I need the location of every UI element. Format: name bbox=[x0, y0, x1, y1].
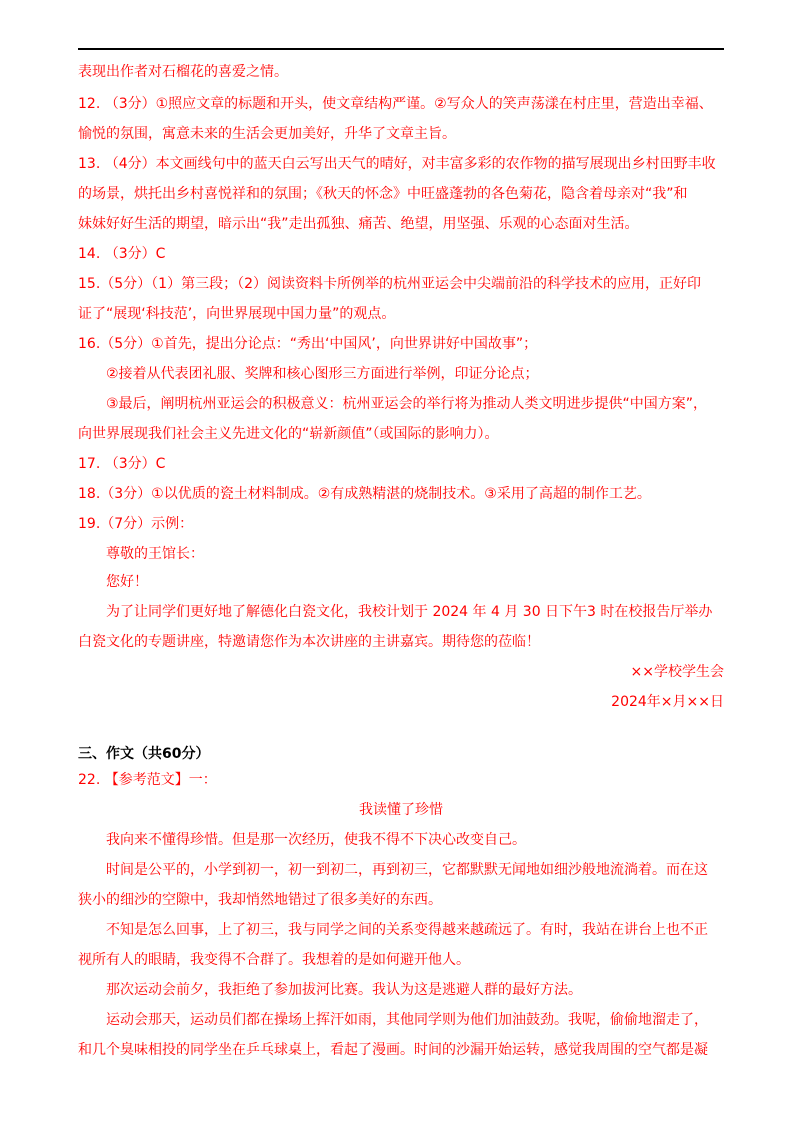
text-line: 的场景，烘托出乡村喜悦祥和的氛围；《秋天的怀念》中旺盛蓬勃的各色菊花，隐含着母亲对“我”和 bbox=[78, 186, 688, 202]
essay-paragraph: 我向来不懂得珍惜。但是那一次经历，使我不得不下决心改变自己。 bbox=[106, 832, 526, 848]
essay-paragraph: 那次运动会前夕，我拒绝了参加拔河比赛。我认为这是逃避人群的最好方法。 bbox=[106, 982, 582, 998]
answer-13: 13. （4分）本文画线句中的蓝天白云写出天气的晴好，对丰富多彩的农作物的描写展现出乡村田野丰收 bbox=[78, 156, 716, 172]
letter-body: 为了让同学们更好地了解德化白瓷文化，我校计划于 2024 年 4 月 30 日下午3 时在校报告厅举办 bbox=[106, 604, 713, 620]
header-rule bbox=[78, 48, 724, 50]
letter-date: 2024年×月××日 bbox=[611, 694, 724, 710]
essay-paragraph: 运动会那天，运动员们都在操场上挥汗如雨，其他同学则为他们加油鼓劲。我呢，偷偷地溜走了， bbox=[106, 1012, 708, 1028]
text-line: 愉悦的氛围，寓意未来的生活会更加美好，升华了文章主旨。 bbox=[78, 126, 456, 142]
text-line: 向世界展现我们社会主义先进文化的“崭新颜值”（或国际的影响力）。 bbox=[78, 426, 499, 442]
answer-17: 17. （3分）C bbox=[78, 456, 166, 472]
essay-label: 22. 【参考范文】一： bbox=[78, 772, 217, 788]
answer-14: 14. （3分）C bbox=[78, 246, 166, 262]
text-line: 表现出作者对石榴花的喜爱之情。 bbox=[78, 64, 288, 80]
essay-paragraph: 时间是公平的，小学到初一，初一到初二，再到初三，它都默默无闻地如细沙般地流淌着。而在这 bbox=[106, 862, 708, 878]
answer-16: 16.（5分）①首先，提出分论点：“秀出‘中国风’，向世界讲好中国故事”； bbox=[78, 336, 538, 352]
section-heading: 三、作文（共60分） bbox=[78, 746, 210, 762]
letter-body: 白瓷文化的专题讲座，特邀请您作为本次讲座的主讲嘉宾。期待您的莅临！ bbox=[78, 634, 540, 650]
text-line: ③最后，阐明杭州亚运会的积极意义：杭州亚运会的举行将为推动人类文明进步提供“中国方案”， bbox=[106, 396, 708, 412]
answer-12: 12. （3分）①照应文章的标题和开头，使文章结构严谨。②写众人的笑声荡漾在村庄里，营造出幸福、 bbox=[78, 96, 713, 112]
letter-salutation: 尊敬的王馆长： bbox=[106, 546, 204, 562]
essay-paragraph: 不知是怎么回事，上了初三，我与同学之间的关系变得越来越疏远了。有时，我站在讲台上也不正 bbox=[106, 922, 708, 938]
letter-greeting: 您好！ bbox=[106, 574, 148, 590]
essay-title: 我读懂了珍惜 bbox=[359, 802, 443, 818]
text-line: 证了“展现‘科技范’，向世界展现中国力量”的观点。 bbox=[78, 306, 396, 322]
answer-18: 18.（3分）①以优质的瓷土材料制成。②有成熟精湛的烧制技术。③采用了高超的制作工艺。 bbox=[78, 486, 651, 502]
answer-19: 19.（7分）示例： bbox=[78, 516, 194, 532]
essay-paragraph: 和几个臭味相投的同学坐在乒乓球桌上，看起了漫画。时间的沙漏开始运转，感觉我周围的空气都是凝 bbox=[78, 1042, 708, 1058]
essay-paragraph: 狭小的细沙的空隙中，我却悄然地错过了很多美好的东西。 bbox=[78, 892, 442, 908]
text-line: 妹妹好好生活的期望，暗示出“我”走出孤独、痛苦、绝望，用坚强、乐观的心态面对生活。 bbox=[78, 216, 639, 232]
answer-15: 15.（5分）（1）第三段；（2）阅读资料卡所例举的杭州亚运会中尖端前沿的科学技术的应用，正好印 bbox=[78, 276, 701, 292]
letter-signature: ××学校学生会 bbox=[630, 664, 724, 680]
text-line: ②接着从代表团礼服、奖牌和核心图形三方面进行举例，印证分论点； bbox=[106, 366, 539, 382]
essay-paragraph: 视所有人的眼睛，我变得不合群了。我想着的是如何避开他人。 bbox=[78, 952, 470, 968]
